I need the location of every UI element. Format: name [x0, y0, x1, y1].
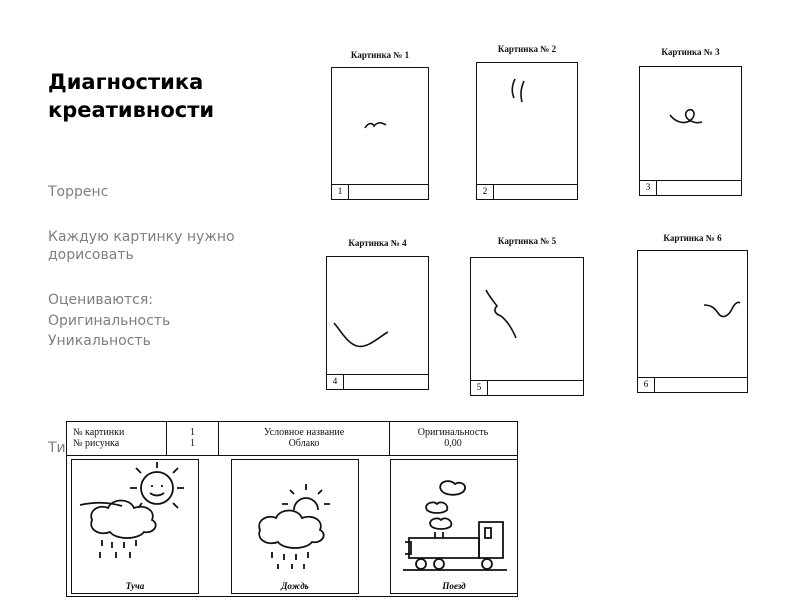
drawing-number-value: 1	[190, 438, 195, 449]
drawing-caption: Поезд	[442, 581, 466, 591]
slide-title: Диагностика креативности	[48, 70, 215, 122]
title-column-value: Облако	[288, 438, 320, 449]
card-frame	[476, 62, 578, 200]
card-number: 3	[640, 181, 657, 195]
picture-number-label: № картинки	[73, 427, 125, 438]
card-frame	[326, 256, 429, 390]
picture-card-4	[326, 238, 429, 390]
example-drawing-cloud	[71, 459, 199, 594]
drawing-number-label: № рисунка	[73, 438, 120, 449]
card-number: 6	[638, 378, 655, 392]
card-frame	[470, 257, 584, 396]
drawing-caption: Туча	[125, 581, 145, 591]
picture-number-labels	[67, 422, 167, 455]
author-text: Торренс	[48, 184, 109, 200]
stimulus-line	[638, 251, 749, 394]
criteria-item-originality: Оригинальность	[48, 313, 171, 329]
card-frame	[639, 66, 742, 196]
card-number: 1	[332, 185, 349, 199]
picture-card-2	[476, 44, 578, 200]
card-footer	[327, 374, 428, 389]
table-header	[67, 422, 517, 456]
originality-value: 0,00	[444, 438, 462, 449]
card-footer	[477, 184, 577, 199]
picture-card-6	[637, 233, 748, 393]
card-caption: Картинка № 3	[661, 47, 720, 57]
stimulus-line	[477, 63, 579, 201]
card-footer	[471, 380, 583, 395]
picture-card-1	[331, 50, 429, 200]
truncated-text: Ти	[48, 440, 66, 456]
card-footer	[638, 377, 747, 392]
example-drawing-train	[390, 459, 518, 594]
number-values	[167, 422, 219, 455]
stimulus-line	[640, 67, 743, 197]
card-frame	[331, 67, 429, 200]
card-footer	[640, 180, 741, 195]
picture-number-value: 1	[190, 427, 195, 438]
example-drawing-rain	[231, 459, 359, 594]
card-number: 2	[477, 185, 494, 199]
rain-cloud-illustration	[232, 460, 357, 592]
stimulus-line	[332, 68, 430, 201]
card-number: 4	[327, 375, 344, 389]
instruction-text: Каждую картинку нужно дорисовать	[48, 229, 235, 263]
criteria-heading: Оцениваются:	[48, 292, 154, 308]
card-caption: Картинка № 6	[663, 233, 722, 243]
picture-card-5	[470, 236, 584, 396]
card-footer	[332, 184, 428, 199]
stimulus-line	[471, 258, 585, 397]
card-number: 5	[471, 381, 488, 395]
card-frame	[637, 250, 748, 393]
criteria-item-uniqueness: Уникальность	[48, 333, 151, 349]
card-caption: Картинка № 5	[497, 236, 557, 246]
card-caption: Картинка № 4	[348, 238, 407, 248]
originality-header: Оригинальность	[417, 427, 489, 438]
card-caption: Картинка № 2	[497, 44, 557, 54]
train-illustration	[391, 460, 516, 592]
cloud-sun-illustration	[72, 460, 197, 592]
example-scoring-table	[66, 421, 518, 597]
stimulus-line	[327, 257, 430, 391]
card-caption: Картинка № 1	[350, 50, 410, 60]
originality-column	[390, 422, 516, 455]
picture-card-3	[639, 47, 742, 196]
title-column-header: Условное название	[263, 427, 345, 438]
drawing-caption: Дождь	[281, 581, 309, 591]
title-column	[219, 422, 390, 455]
